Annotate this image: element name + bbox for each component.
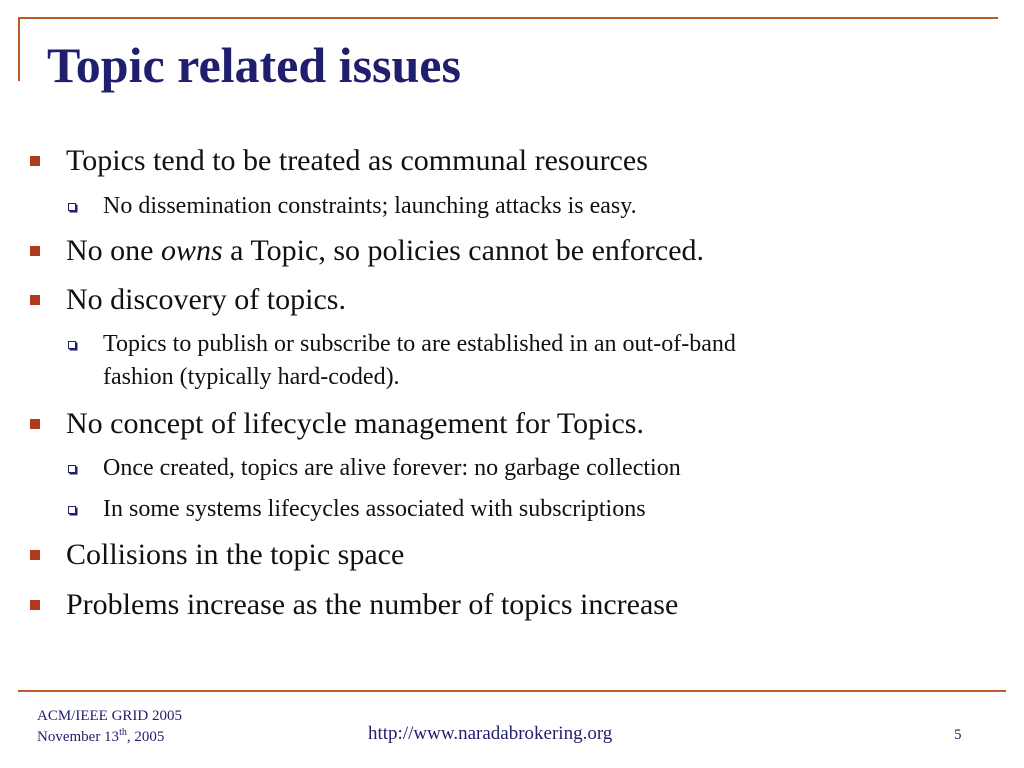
footer-date-suffix: , 2005: [126, 729, 165, 745]
bullet-text: Collisions in the topic space: [66, 538, 405, 571]
square-bullet-icon: [30, 295, 40, 305]
footer-date-sup: th: [119, 727, 127, 738]
sub-bullet-text: Once created, topics are alive forever: no garbage collection: [103, 455, 681, 481]
page-number: 5: [954, 727, 962, 743]
sub-bullet-item: [68, 493, 646, 526]
bullet-text: [66, 234, 704, 268]
square-bullet-icon: [30, 156, 40, 166]
checkbox-bullet-icon: [68, 341, 76, 349]
bullet-item: [30, 144, 648, 178]
footer-date-prefix: November 13: [37, 729, 120, 745]
sub-bullet-text-line2: fashion (typically hard-coded).: [103, 364, 400, 390]
sub-bullet-text-line1: Topics to publish or subscribe to are established in an out-of-band: [103, 331, 736, 357]
bullet-text: Topics tend to be treated as communal resources: [66, 144, 648, 177]
footer-rule: [18, 690, 1006, 692]
slide-title: Topic related issues: [47, 37, 461, 93]
bullet-text-before: No one: [66, 234, 161, 267]
footer-conference-info: [37, 706, 182, 748]
bullet-item: [30, 588, 678, 622]
sub-bullet-item: [68, 328, 736, 394]
sub-bullet-item: [68, 452, 681, 485]
frame-top-rule: [18, 17, 998, 19]
sub-bullet-text: In some systems lifecycles associated with subscriptions: [103, 496, 646, 522]
bullet-text-emphasis: owns: [160, 234, 223, 267]
sub-bullet-item: [68, 190, 637, 223]
footer-conference: ACM/IEEE GRID 2005: [37, 708, 182, 724]
bullet-item: [30, 407, 644, 441]
bullet-text: Problems increase as the number of topics increase: [66, 588, 679, 621]
bullet-item: [30, 234, 704, 268]
bullet-item: [30, 283, 346, 317]
bullet-item: [30, 538, 404, 572]
checkbox-bullet-icon: [68, 506, 76, 514]
checkbox-bullet-icon: [68, 203, 76, 211]
footer-url[interactable]: http://www.naradabrokering.org: [368, 723, 613, 744]
square-bullet-icon: [30, 550, 40, 560]
footer-date: [37, 727, 182, 748]
sub-bullet-text: No dissemination constraints; launching attacks is easy.: [103, 193, 637, 219]
square-bullet-icon: [30, 419, 40, 429]
square-bullet-icon: [30, 600, 40, 610]
square-bullet-icon: [30, 246, 40, 256]
frame-left-rule: [18, 17, 20, 81]
bullet-text: No discovery of topics.: [66, 283, 346, 316]
bullet-text: No concept of lifecycle management for Topics.: [66, 407, 644, 440]
checkbox-bullet-icon: [68, 465, 76, 473]
bullet-text-after: a Topic, so policies cannot be enforced.: [222, 234, 705, 267]
